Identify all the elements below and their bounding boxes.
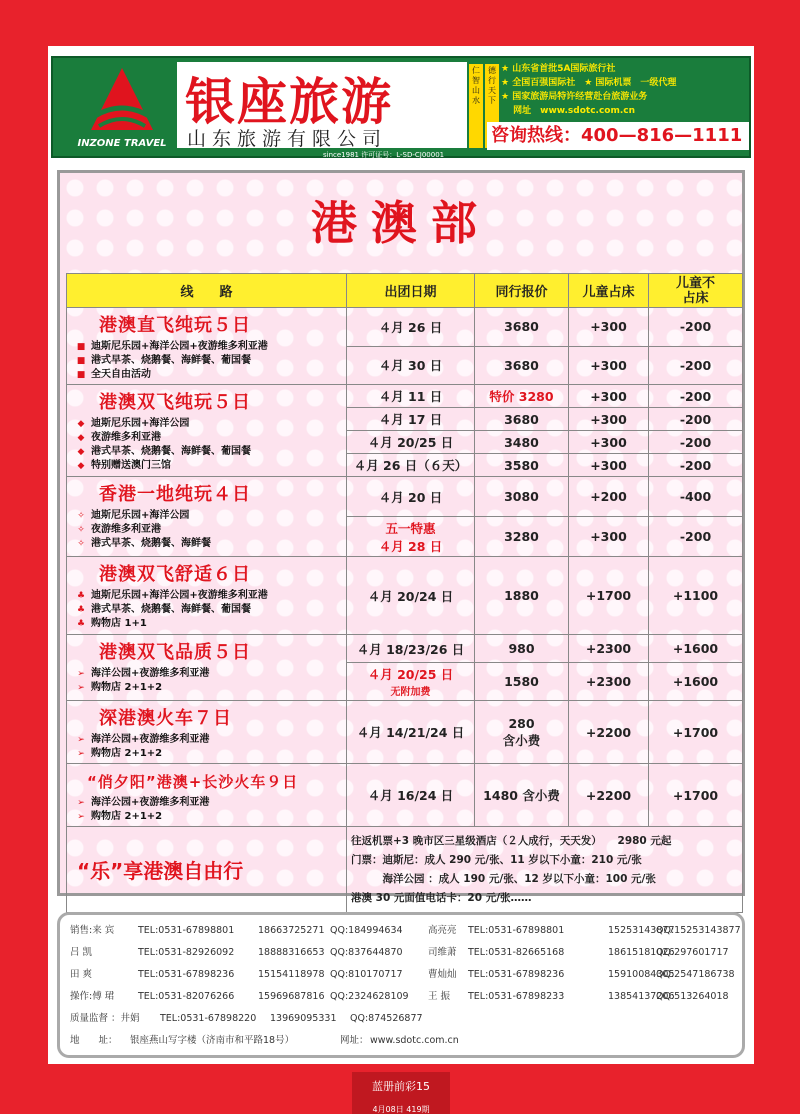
child-nobed-cell: +1600 — [649, 663, 743, 701]
route-name: 港澳直飞纯玩５日 — [99, 315, 251, 336]
price-cell: 3280 — [475, 517, 569, 557]
col-header-date: 出团日期 — [347, 274, 475, 308]
child-bed-cell: +200 — [569, 477, 649, 517]
route-cell — [67, 764, 347, 827]
date-cell: ４月 30 日 — [347, 346, 475, 385]
child-nobed-cell: -400 — [649, 477, 743, 517]
date-cell: ４月 18/23/26 日 — [347, 635, 475, 663]
contact-field: TEL:0531-82076266 — [138, 991, 235, 1002]
child-nobed-cell: +1700 — [649, 764, 743, 827]
page-sheet — [48, 46, 754, 1064]
bullet-icon: ➢ — [77, 749, 85, 759]
contact-field: QQ:874526877 — [350, 1013, 423, 1024]
license-text: since1981 许可证号：L-SD-CJ00001 — [323, 151, 445, 159]
contact-field: TEL:0531-82926092 — [138, 947, 235, 958]
date-cell: ４月 20/25 日 无附加费 — [347, 663, 475, 701]
bullet-icon: ➢ — [77, 798, 85, 808]
child-bed-cell: +2200 — [569, 701, 649, 764]
price-cell: 1480 含小费 — [475, 764, 569, 827]
child-nobed-cell: -200 — [649, 308, 743, 347]
contact-field: 地 址： — [70, 1035, 118, 1046]
brand-name: 银座旅游 — [185, 72, 393, 131]
contact-field: TEL:0531-82665168 — [468, 947, 565, 958]
route-feature: ♣ 购物店 1+1 — [71, 617, 346, 631]
route-name: 港澳双飞舒适６日 — [99, 564, 251, 585]
bullet-icon: ♣ — [76, 619, 86, 629]
contact-field: 15253143877 — [608, 925, 675, 936]
col-header-route: 线 路 — [67, 274, 347, 308]
bullet-icon: ◆ — [77, 419, 85, 429]
issue-label: 4月08日 419期 — [372, 1105, 430, 1114]
feature-line: ★ 全国百强国际社 ★ 国际机票 一级代理 — [501, 78, 677, 88]
col-header-child-nobed: 儿童不占床 — [649, 274, 743, 308]
route-cell — [67, 385, 347, 477]
motto-left: 仁智山水 — [469, 64, 483, 148]
logo-english-name: INZONE TRAVEL — [77, 138, 167, 149]
bullet-icon: ➢ — [77, 812, 85, 822]
route-feature: ■ 迪斯尼乐园+海洋公园+夜游维多利亚港 — [71, 340, 346, 354]
contact-field: 15910084305 — [608, 969, 675, 980]
date-cell: ４月 11 日 — [347, 385, 475, 408]
route-cell — [67, 701, 347, 764]
child-nobed-cell: -200 — [649, 454, 743, 477]
contact-field: 13854137206 — [608, 991, 675, 1002]
tour-panel — [57, 170, 745, 904]
route-feature: ◆ 港式早茶、烧鹅餐、海鲜餐、葡国餐 — [71, 445, 346, 459]
route-name: 深港澳火车７日 — [99, 708, 232, 729]
date-cell: ４月 20/25 日 — [347, 431, 475, 454]
feature-line: ★ 国家旅游局特许经营赴台旅游业务 — [501, 92, 648, 102]
contact-field: 网址： — [340, 1035, 369, 1046]
child-bed-cell: +300 — [569, 385, 649, 408]
route-feature: ■ 全天自由活动 — [71, 368, 346, 382]
contact-field: QQ:2324628109 — [330, 991, 409, 1002]
child-nobed-cell: -200 — [649, 385, 743, 408]
free-travel-row — [67, 827, 743, 913]
contact-field: 银座燕山写字楼（济南市和平路18号） — [130, 1035, 295, 1046]
contact-field: TEL:0531-67898233 — [468, 991, 565, 1002]
bullet-icon: ◆ — [77, 447, 85, 457]
bullet-icon: ♣ — [76, 591, 86, 601]
route-name: 香港一地纯玩４日 — [99, 484, 251, 505]
contact-field: 15154118978 — [258, 969, 325, 980]
motto-right: 德行天下 — [485, 64, 499, 148]
contact-field: 销售:来 宾 — [70, 925, 115, 936]
page-label: 蓝册前彩15 — [372, 1080, 430, 1093]
child-bed-cell: +300 — [569, 408, 649, 431]
contact-field: TEL:0531-67898236 — [138, 969, 235, 980]
price-cell: 3680 — [475, 346, 569, 385]
table-header-row — [67, 274, 743, 308]
bullet-icon: ♣ — [76, 605, 86, 615]
bullet-icon: ✧ — [77, 525, 85, 535]
contact-field: TEL:0531-67898801 — [138, 925, 235, 936]
child-nobed-cell: -200 — [649, 408, 743, 431]
feature-line: ★ 山东省首批5A国际旅行社 — [501, 64, 616, 74]
route-name: “俏夕阳”港澳+长沙火车９日 — [87, 773, 299, 791]
price-cell: 特价 3280 — [475, 385, 569, 408]
price-cell: 3680 — [475, 308, 569, 347]
table-row — [67, 701, 743, 764]
child-nobed-cell: -200 — [649, 517, 743, 557]
contact-field: www.sdotc.com.cn — [370, 1035, 459, 1046]
route-feature: ➢ 海洋公园+夜游维多利亚港 — [71, 733, 346, 747]
route-feature: ✧ 港式早茶、烧鹅餐、海鲜餐 — [71, 537, 346, 551]
date-cell: ４月 26 日（６天） — [347, 454, 475, 477]
route-cell — [67, 557, 347, 635]
company-name: 山东旅游有限公司 — [187, 128, 388, 150]
contact-field: TEL:0531-67898236 — [468, 969, 565, 980]
child-bed-cell: +300 — [569, 308, 649, 347]
contact-field: TEL:0531-67898220 — [160, 1013, 257, 1024]
child-bed-cell: +1700 — [569, 557, 649, 635]
contact-field: 高亮亮 — [428, 925, 457, 936]
contact-field: 曹灿灿 — [428, 969, 457, 980]
contact-field: 操作:傅 珺 — [70, 991, 115, 1002]
price-cell: 1580 — [475, 663, 569, 701]
contact-field: 18888316653 — [258, 947, 325, 958]
child-nobed-cell: +1700 — [649, 701, 743, 764]
free-travel-details: 往返机票+3 晚市区三星级酒店（２人成行，天天发） 2980 元起 门票：迪斯尼：成人 290 元/张、11 岁以下小童：210 元/张 海洋公园 ：成人 190 元/张、12 岁以下小童：100 元/张 港澳 30 元面值电话卡：20 元/张…… — [347, 827, 743, 913]
contact-field: QQ:2547186738 — [656, 969, 735, 980]
child-bed-cell: +2300 — [569, 663, 649, 701]
route-feature: ◆ 迪斯尼乐园+海洋公园 — [71, 417, 346, 431]
contact-field: 质量监督 ：井娟 — [70, 1013, 140, 1024]
table-row — [67, 635, 743, 663]
price-cell: 1880 — [475, 557, 569, 635]
child-bed-cell: +2200 — [569, 764, 649, 827]
child-nobed-cell: +1100 — [649, 557, 743, 635]
child-nobed-cell: -200 — [649, 346, 743, 385]
contact-field: 18615181026 — [608, 947, 675, 958]
route-feature: ◆ 夜游维多利亚港 — [71, 431, 346, 445]
brand-header — [51, 56, 751, 158]
route-feature: ➢ 购物店 2+1+2 — [71, 747, 346, 761]
route-name: 港澳双飞品质５日 — [99, 642, 251, 663]
date-cell: ４月 26 日 — [347, 308, 475, 347]
price-cell: 3680 — [475, 408, 569, 431]
hotline: 咨询热线：400—816—1111 — [487, 122, 749, 150]
contact-box — [57, 912, 745, 1058]
contact-field: 田 爽 — [70, 969, 93, 980]
tour-table — [66, 273, 743, 913]
table-row — [67, 764, 743, 827]
route-feature: ■ 港式早茶、烧鹅餐、海鲜餐、葡国餐 — [71, 354, 346, 368]
contact-field: TEL:0531-67898801 — [468, 925, 565, 936]
table-row — [67, 477, 743, 517]
contact-field: QQ:810170717 — [330, 969, 403, 980]
child-nobed-cell: +1600 — [649, 635, 743, 663]
date-cell: ４月 20 日 — [347, 477, 475, 517]
contact-field: 18663725271 — [258, 925, 325, 936]
bullet-icon: ➢ — [77, 683, 85, 693]
route-feature: ♣ 迪斯尼乐园+海洋公园+夜游维多利亚港 — [71, 589, 346, 603]
page-footer — [352, 1072, 450, 1114]
child-bed-cell: +300 — [569, 517, 649, 557]
table-row — [67, 308, 743, 347]
table-row — [67, 385, 743, 408]
route-feature: ➢ 购物店 2+1+2 — [71, 681, 346, 695]
child-bed-cell: +300 — [569, 454, 649, 477]
price-cell: 280 含小费 — [475, 701, 569, 764]
child-bed-cell: +300 — [569, 346, 649, 385]
route-feature: ✧ 迪斯尼乐园+海洋公园 — [71, 509, 346, 523]
contact-field: 司维萧 — [428, 947, 457, 958]
child-bed-cell: +2300 — [569, 635, 649, 663]
price-cell: 3080 — [475, 477, 569, 517]
child-nobed-cell: -200 — [649, 431, 743, 454]
route-feature: ➢ 海洋公园+夜游维多利亚港 — [71, 796, 346, 810]
contact-field: QQ:837644870 — [330, 947, 403, 958]
bullet-icon: ✧ — [77, 511, 85, 521]
price-cell: 980 — [475, 635, 569, 663]
logo — [67, 64, 177, 154]
date-cell: ４月 20/24 日 — [347, 557, 475, 635]
date-cell: ４月 14/21/24 日 — [347, 701, 475, 764]
route-feature: ✧ 夜游维多利亚港 — [71, 523, 346, 537]
bullet-icon: ✧ — [77, 539, 85, 549]
contact-field: QQ:184994634 — [330, 925, 403, 936]
bullet-icon: ■ — [76, 342, 86, 352]
bullet-icon: ■ — [76, 370, 86, 380]
col-header-price: 同行报价 — [475, 274, 569, 308]
route-feature: ➢ 购物店 2+1+2 — [71, 810, 346, 824]
company-features — [501, 62, 676, 118]
brand-box — [177, 62, 467, 148]
route-feature: ◆ 特别赠送澳门三馆 — [71, 459, 346, 473]
date-cell: ４月 16/24 日 — [347, 764, 475, 827]
price-cell: 3580 — [475, 454, 569, 477]
contact-field: 王 振 — [428, 991, 451, 1002]
col-header-child-bed: 儿童占床 — [569, 274, 649, 308]
mountain-logo-icon — [89, 66, 155, 136]
page-title: 港澳部 — [311, 196, 491, 250]
contact-field: QQ:297601717 — [656, 947, 729, 958]
child-bed-cell: +300 — [569, 431, 649, 454]
free-travel-name: “乐”享港澳自由行 — [67, 827, 347, 913]
table-row — [67, 557, 743, 635]
date-cell: ４月 17 日 — [347, 408, 475, 431]
date-cell: 五一特惠 ４月 28 日 — [347, 517, 475, 557]
contact-field: 吕 凯 — [70, 947, 93, 958]
route-feature: ♣ 港式早茶、烧鹅餐、海鲜餐、葡国餐 — [71, 603, 346, 617]
bullet-icon: ➢ — [77, 735, 85, 745]
contact-field: 13969095331 — [270, 1013, 337, 1024]
contact-field: QQ:513264018 — [656, 991, 729, 1002]
route-feature: ➢ 海洋公园+夜游维多利亚港 — [71, 667, 346, 681]
feature-line: 网址 www.sdotc.com.cn — [501, 106, 636, 116]
route-cell — [67, 477, 347, 557]
bullet-icon: ■ — [76, 356, 86, 366]
route-cell — [67, 308, 347, 385]
contact-field: QQ:15253143877 — [656, 925, 741, 936]
route-name: 港澳双飞纯玩５日 — [99, 392, 251, 413]
bullet-icon: ➢ — [77, 669, 85, 679]
price-cell: 3480 — [475, 431, 569, 454]
bullet-icon: ◆ — [77, 461, 85, 471]
bullet-icon: ◆ — [77, 433, 85, 443]
contact-field: 15969687816 — [258, 991, 325, 1002]
route-cell — [67, 635, 347, 701]
